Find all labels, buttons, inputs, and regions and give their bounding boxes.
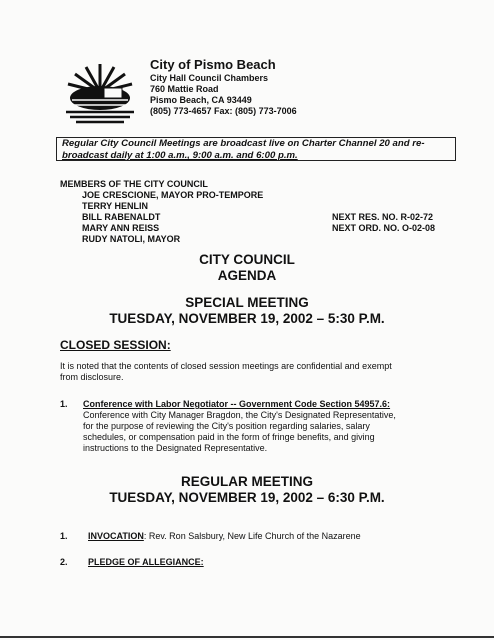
city-name: City of Pismo Beach [150,57,276,72]
member-name: JOE CRESCIONE, MAYOR PRO-TEMPORE [82,190,264,200]
members-heading: MEMBERS OF THE CITY COUNCIL [60,179,208,189]
closed-session-note: It is noted that the contents of closed session meetings are confidential and exempt [60,361,392,371]
broadcast-line-2: broadcast daily at 1:00 a.m., 9:00 a.m. and 6:00 p.m. [62,150,298,161]
address-line: Pismo Beach, CA 93449 [150,95,252,105]
item-number: 2. [60,557,68,567]
regular-meeting-title: REGULAR MEETING [180,474,313,489]
regular-meeting-date: TUESDAY, NOVEMBER 19, 2002 – 6:30 P.M. [109,490,385,505]
next-resolution-number: NEXT RES. NO. R-02-72 [332,212,434,222]
address-line: 760 Mattie Road [150,84,219,94]
closed-item-text: instructions to the Designated Representative. [83,443,268,453]
special-meeting-date: TUESDAY, NOVEMBER 19, 2002 – 5:30 P.M. [109,311,385,326]
closed-item-text: schedules, or compensation paid in the form of fringe benefits, and giving [83,432,375,442]
city-seal-logo [64,62,136,124]
pledge-label: PLEDGE OF ALLEGIANCE: [88,557,204,567]
closed-item-text: Conference with City Manager Bragdon, the City's Designated Representative, [83,410,396,420]
next-ordinance-number: NEXT ORD. NO. O-02-08 [332,223,436,233]
member-name: TERRY HENLIN [82,201,149,211]
broadcast-line-1: Regular City Council Meetings are broadcast live on Charter Channel 20 and re- [62,138,425,149]
special-meeting-title: SPECIAL MEETING [185,295,309,310]
agenda-title-line-1: CITY COUNCIL [199,252,295,267]
closed-session-heading: CLOSED SESSION: [60,338,171,352]
closed-session-note: from disclosure. [60,372,124,382]
phone-fax-line: (805) 773-4657 Fax: (805) 773-7006 [150,106,297,116]
item-number: 1. [60,399,68,409]
member-name: BILL RABENALDT [82,212,161,222]
invocation-label: INVOCATION [88,531,144,541]
invocation-item [88,531,361,542]
broadcast-notice [62,138,452,162]
member-name: RUDY NATOLI, MAYOR [82,234,181,244]
page-bottom-rule [0,636,494,638]
address-line: City Hall Council Chambers [150,73,269,83]
closed-item-text: for the purpose of reviewing the City's position regarding salaries, salary [83,421,370,431]
member-name: MARY ANN REISS [82,223,160,233]
item-number: 1. [60,531,68,541]
agenda-title-line-2: AGENDA [217,268,277,283]
invocation-text: : Rev. Ron Salsbury, New Life Church of the Nazarene [143,531,361,541]
closed-item-title: Conference with Labor Negotiator -- Government Code Section 54957.6: [83,399,391,409]
